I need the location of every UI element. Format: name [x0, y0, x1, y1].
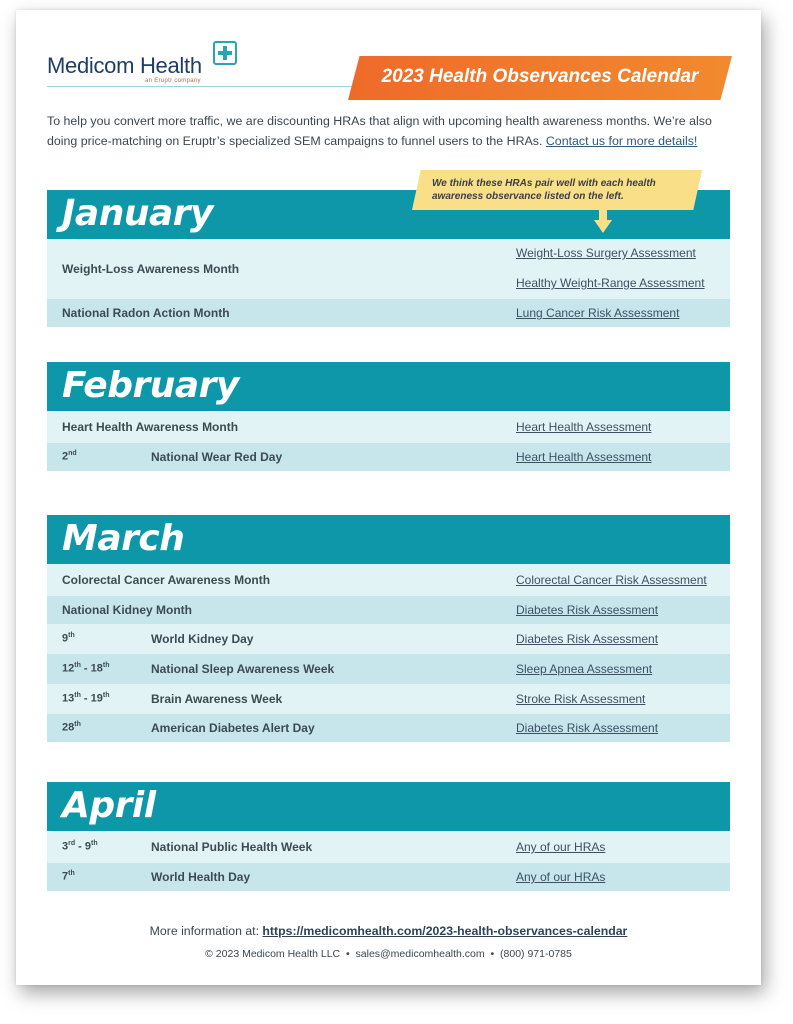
table-row — [47, 714, 730, 742]
hra-link[interactable]: Any of our HRAs — [516, 840, 606, 854]
calendar-url-link[interactable]: https://medicomhealth.com/2023-health-observances-calendar — [262, 924, 628, 938]
month-header — [47, 362, 730, 411]
month-title: April — [62, 785, 156, 826]
medical-plus-icon — [213, 41, 237, 65]
observance-name: World Kidney Day — [151, 632, 254, 646]
table-row — [47, 831, 730, 863]
hra-link[interactable]: Diabetes Risk Assessment — [516, 632, 659, 646]
month-title: February — [62, 365, 239, 406]
observance-name: National Public Health Week — [151, 840, 313, 854]
hra-link[interactable]: Stroke Risk Assessment — [516, 692, 646, 706]
month-title: January — [62, 193, 213, 234]
month-header — [47, 515, 730, 564]
observance-date: 3rd - 9th — [62, 840, 98, 853]
arrow-down-icon — [594, 208, 612, 234]
hra-link[interactable]: Diabetes Risk Assessment — [516, 603, 659, 617]
document-page — [16, 10, 761, 985]
footer-more-info: More information at: https://medicomhealth.com/2023-health-observances-calendar — [149, 924, 628, 938]
table-row — [47, 299, 730, 327]
logo-wordmark: Medicom Health — [47, 53, 202, 78]
month-title: March — [62, 518, 185, 559]
observance-name: Brain Awareness Week — [151, 692, 283, 706]
hra-link[interactable]: Weight-Loss Surgery Assessment — [516, 246, 696, 260]
copyright: © 2023 Medicom Health LLC — [205, 948, 341, 960]
hra-link[interactable]: Heart Health Assessment — [516, 420, 652, 434]
hra-link[interactable]: Heart Health Assessment — [516, 450, 652, 464]
table-row — [47, 564, 730, 596]
observance-name: Heart Health Awareness Month — [62, 420, 239, 434]
header-divider — [47, 86, 377, 87]
observance-date: 7th — [62, 870, 75, 883]
logo-tagline: an Eruptr company — [145, 78, 201, 84]
phone-number: (800) 971-0785 — [500, 948, 572, 960]
title-banner — [348, 56, 732, 100]
observance-name: Colorectal Cancer Awareness Month — [62, 573, 271, 587]
medicom-health-logo[interactable] — [47, 40, 247, 90]
contact-us-link[interactable]: Contact us for more details! — [545, 134, 698, 148]
observance-date: 13th - 19th — [62, 692, 110, 705]
observance-name: Weight-Loss Awareness Month — [62, 262, 240, 276]
table-row — [47, 596, 730, 624]
observance-date: 9th — [62, 632, 75, 645]
observance-name: National Sleep Awareness Week — [151, 662, 335, 676]
hra-callout — [412, 170, 702, 210]
observance-name: National Radon Action Month — [62, 306, 230, 320]
email-link[interactable]: sales@medicomhealth.com — [355, 948, 485, 960]
observance-name: National Kidney Month — [62, 603, 192, 617]
month-header — [47, 782, 730, 831]
hra-link[interactable]: Colorectal Cancer Risk Assessment — [516, 573, 707, 587]
intro-paragraph: To help you convert more traffic, we are discounting HRAs that align with upcoming health awareness months. We’re also doing price-matching on Eruptr’s specialized SEM campaigns to funnel users to the HRAs. Contact us for more details! — [47, 114, 712, 148]
page-title: 2023 Health Observances Calendar — [381, 66, 699, 87]
table-row — [47, 239, 730, 299]
table-row — [47, 863, 730, 891]
table-row — [47, 443, 730, 471]
month-april — [47, 782, 730, 891]
footer-contact: © 2023 Medicom Health LLC • sales@medicomhealth.com • (800) 971-0785 — [205, 948, 572, 960]
observance-date: 2nd — [62, 450, 77, 463]
observance-name: American Diabetes Alert Day — [151, 721, 315, 735]
hra-link[interactable]: Any of our HRAs — [516, 870, 606, 884]
hra-link[interactable]: Diabetes Risk Assessment — [516, 721, 659, 735]
observance-name: National Wear Red Day — [151, 450, 283, 464]
observance-name: World Health Day — [151, 870, 251, 884]
month-february — [47, 362, 730, 471]
month-march — [47, 515, 730, 742]
table-row — [47, 411, 730, 443]
observance-date: 12th - 18th — [62, 662, 110, 675]
table-row — [47, 624, 730, 654]
table-row — [47, 684, 730, 714]
callout-text: We think these HRAs pair well with each health awareness observance listed on the left. — [432, 178, 656, 202]
month-january — [47, 190, 730, 327]
table-row — [47, 654, 730, 684]
hra-link[interactable]: Healthy Weight-Range Assessment — [516, 276, 705, 290]
hra-link[interactable]: Lung Cancer Risk Assessment — [516, 306, 680, 320]
observance-date: 28th — [62, 721, 81, 734]
hra-link[interactable]: Sleep Apnea Assessment — [516, 662, 653, 676]
